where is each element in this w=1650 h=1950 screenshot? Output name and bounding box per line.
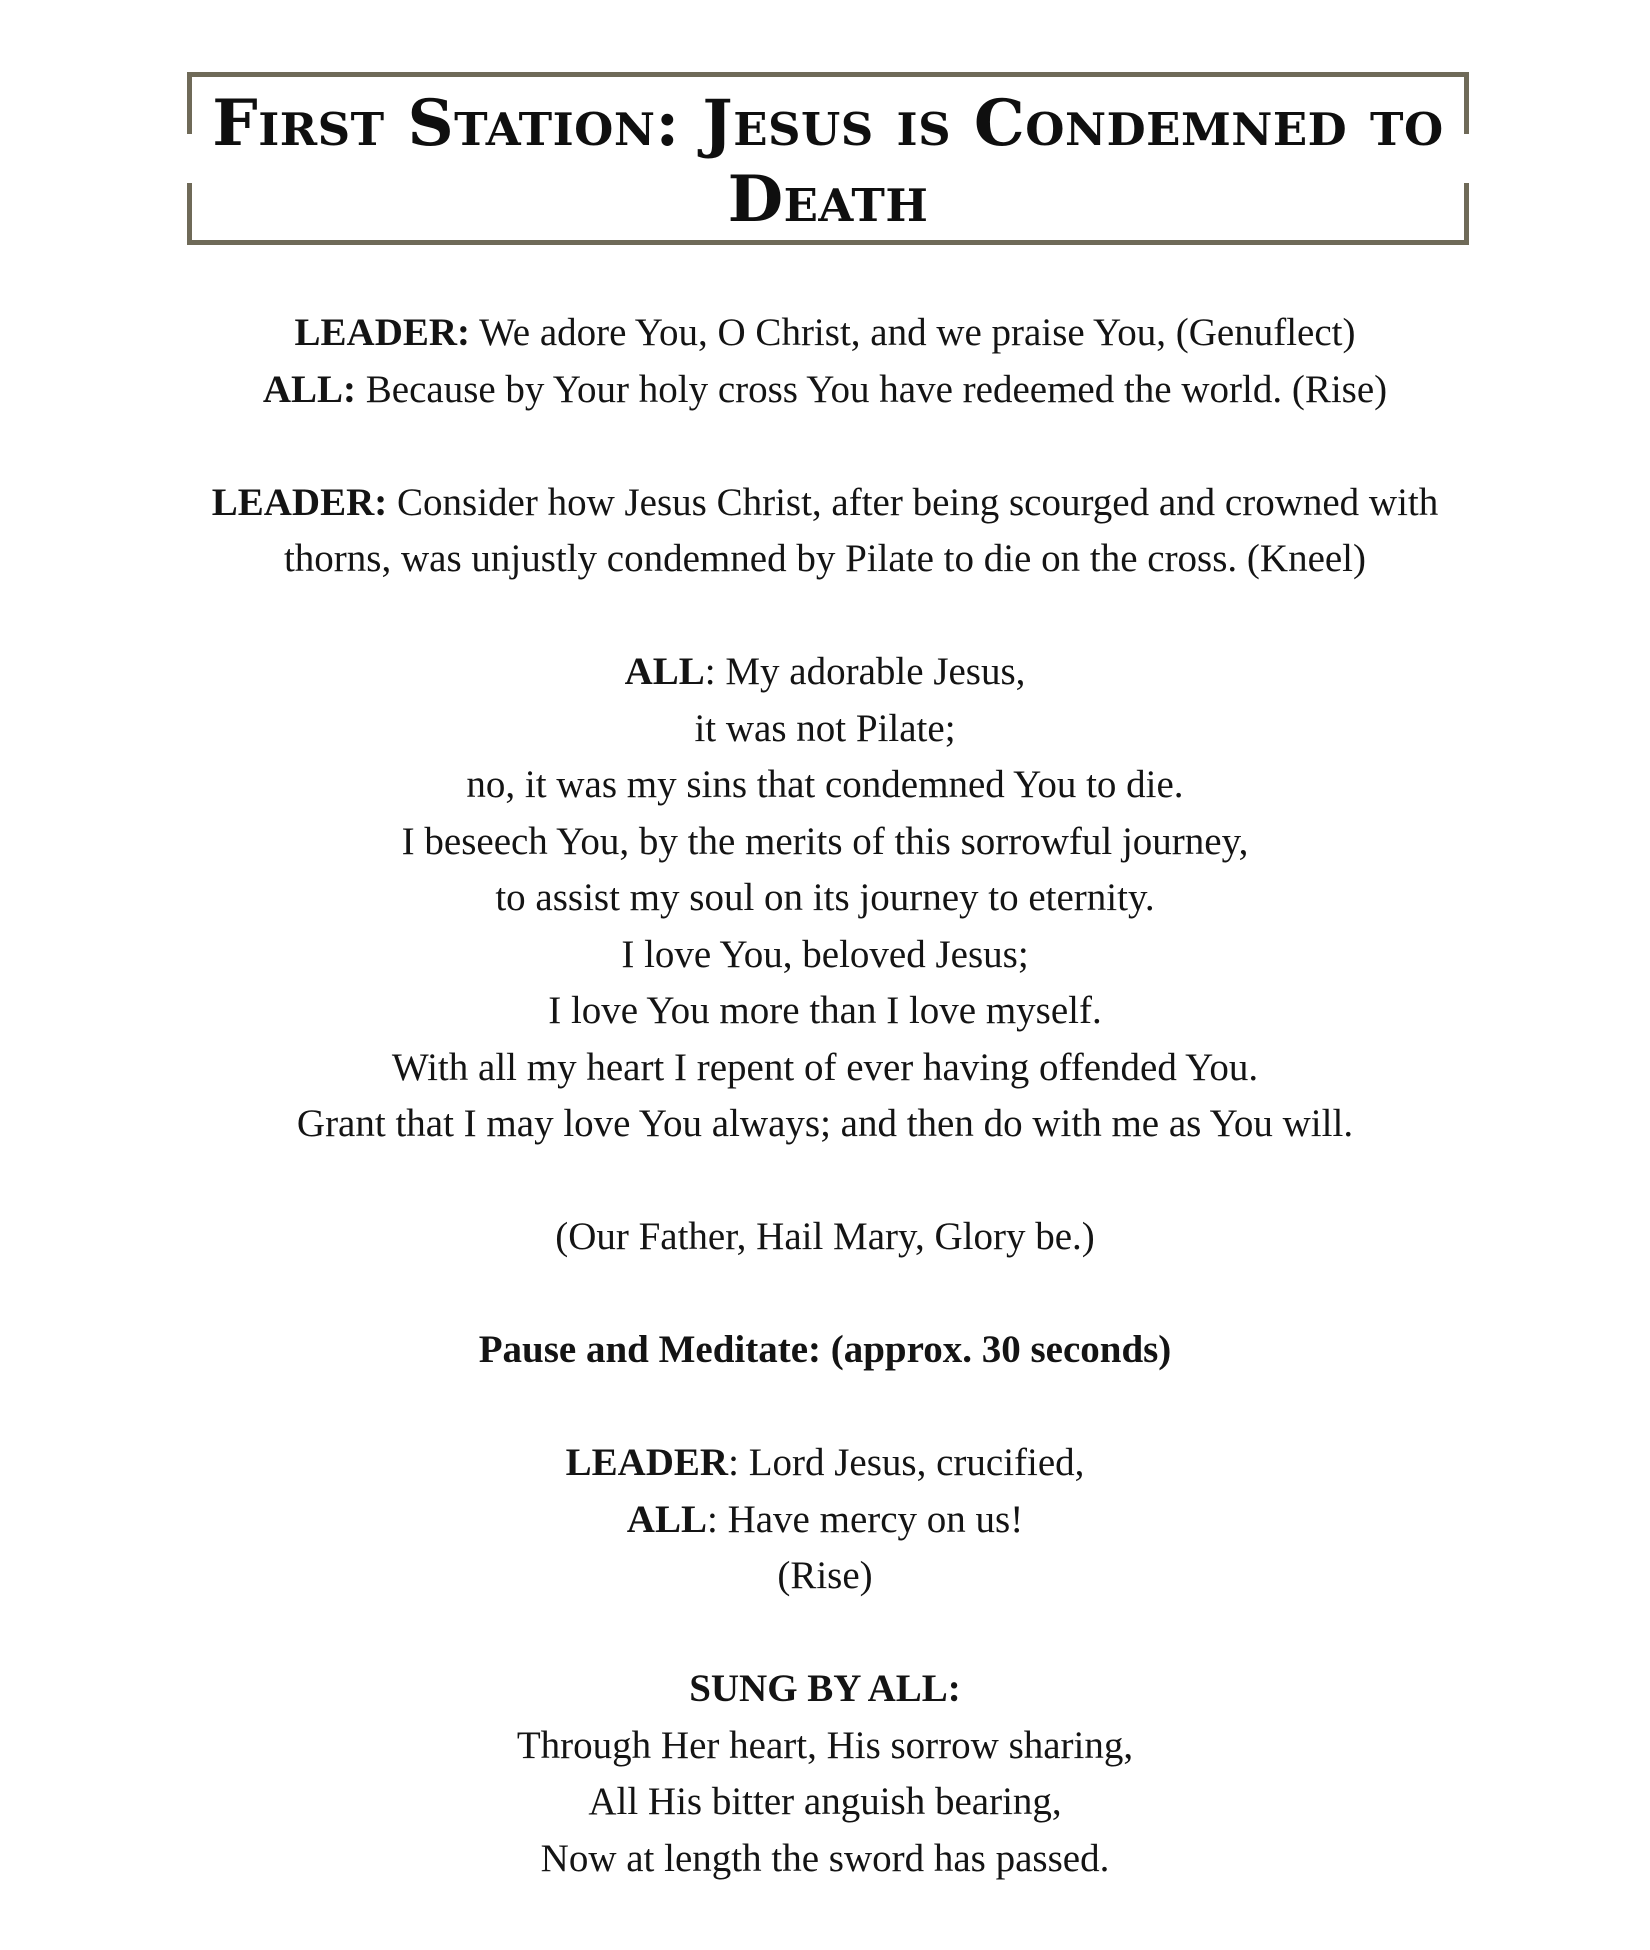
opening-leader-label: LEADER:	[294, 311, 471, 354]
prayers-note	[150, 1209, 1500, 1266]
consider-line-1-text: Consider how Jesus Christ, after being scourged and crowned with	[387, 480, 1439, 524]
closing-all-text: : Have mercy on us!	[706, 1497, 1024, 1541]
hymn-line: All His bitter anguish bearing,	[588, 1780, 1062, 1823]
closing-all-line	[150, 1492, 1500, 1549]
opening-leader-text: We adore You, O Christ, and we praise You, (Genuflect)	[470, 311, 1356, 354]
consider-line-1	[150, 475, 1500, 532]
opening-all-line	[150, 362, 1500, 419]
prayer-paragraph	[150, 644, 1500, 1153]
hymn-line: Now at length the sword has passed.	[540, 1836, 1110, 1880]
consider-line-2: thorns, was unjustly condemned by Pilate to die on the cross. (Kneel)	[283, 537, 1367, 580]
closing-leader-line	[150, 1435, 1500, 1492]
hymn-label: SUNG BY ALL:	[689, 1667, 961, 1710]
pause-instruction	[150, 1322, 1500, 1379]
prayer-first-line: : My adorable Jesus,	[704, 650, 1026, 693]
pause-text: Pause and Meditate: (approx. 30 seconds)	[478, 1328, 1172, 1371]
prayer-line: it was not Pilate;	[694, 706, 956, 750]
consider-leader-label: LEADER:	[211, 480, 388, 524]
closing-rise: (Rise)	[777, 1554, 873, 1597]
closing-versicle	[150, 1435, 1500, 1605]
prayer-line: no, it was my sins that condemned You to die.	[466, 763, 1184, 806]
consider-paragraph	[150, 475, 1500, 588]
prayer-line: I beseech You, by the merits of this sorrowful journey,	[401, 819, 1249, 863]
opening-leader-line	[150, 305, 1500, 362]
prayer-line-0	[150, 644, 1500, 701]
closing-leader-label: LEADER	[565, 1441, 729, 1484]
prayer-line: I love You, beloved Jesus;	[621, 932, 1029, 976]
opening-versicle	[150, 305, 1500, 418]
station-content	[150, 305, 1500, 1887]
title-frame	[187, 72, 1469, 245]
opening-all-text: Because by Your holy cross You have redeemed the world. (Rise)	[356, 367, 1388, 411]
prayer-line: Grant that I may love You always; and then do with me as You will.	[296, 1102, 1354, 1145]
hymn-verse	[150, 1661, 1500, 1887]
prayer-all-label: ALL	[624, 650, 705, 693]
prayer-line: With all my heart I repent of ever having offended You.	[391, 1045, 1259, 1089]
prayers-note-text: (Our Father, Hail Mary, Glory be.)	[555, 1215, 1095, 1258]
page-title: First Station: Jesus is Condemned to Death	[212, 86, 1444, 237]
prayer-line: to assist my soul on its journey to eternity.	[495, 876, 1155, 919]
closing-leader-text: : Lord Jesus, crucified,	[728, 1441, 1085, 1484]
prayer-line: I love You more than I love myself.	[548, 989, 1102, 1032]
hymn-line: Through Her heart, His sorrow sharing,	[516, 1723, 1134, 1767]
closing-all-label: ALL	[626, 1497, 707, 1541]
opening-all-label: ALL:	[262, 367, 356, 411]
